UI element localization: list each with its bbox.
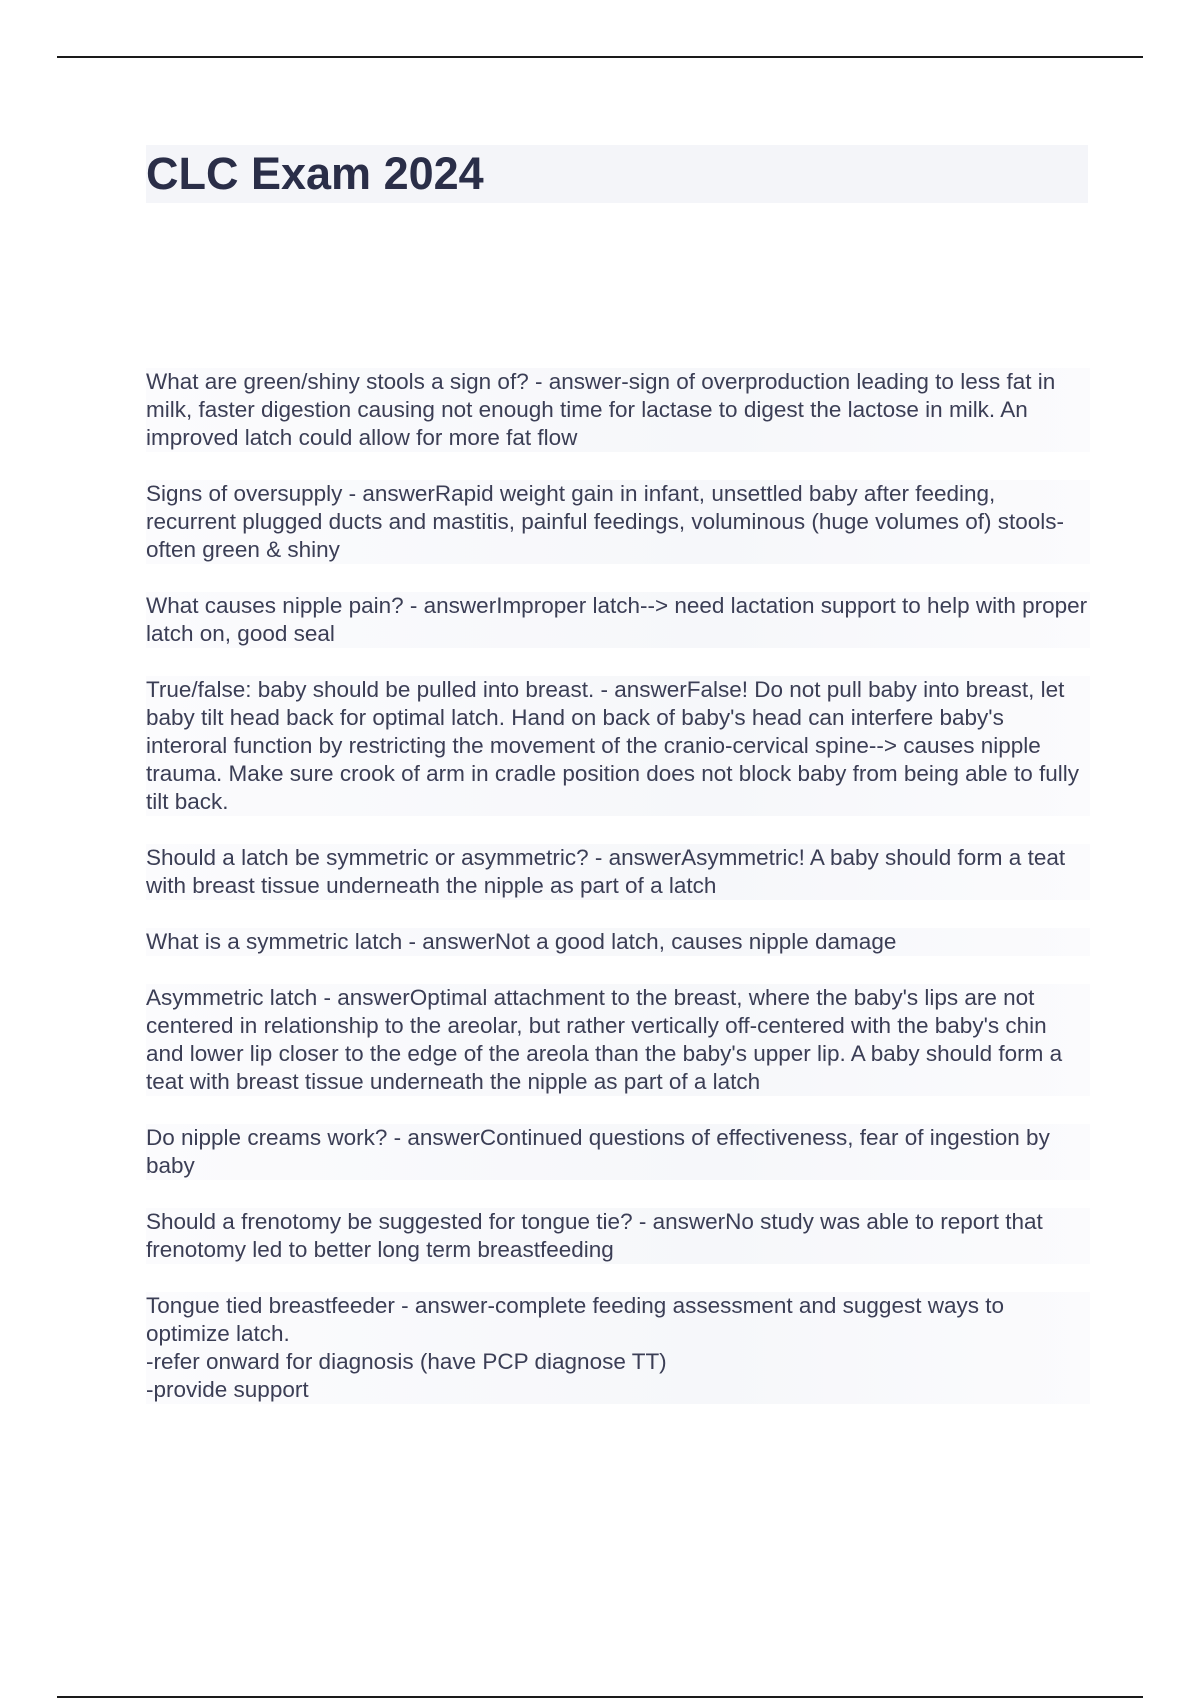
qa-item: Should a latch be symmetric or asymmetric? - answerAsymmetric! A baby should form a teat with breast tissue underneath the nipple as part of a latch [146, 844, 1090, 900]
page-title: CLC Exam 2024 [146, 148, 484, 199]
qa-item: Do nipple creams work? - answerContinued questions of effectiveness, fear of ingestion by baby [146, 1124, 1090, 1180]
qa-item: What is a symmetric latch - answerNot a good latch, causes nipple damage [146, 928, 1090, 956]
bottom-rule [57, 1696, 1143, 1698]
qa-item: Signs of oversupply - answerRapid weight gain in infant, unsettled baby after feeding, recurrent plugged ducts and mastitis, painful feedings, voluminous (huge volumes of) stools- often green & shiny [146, 480, 1090, 564]
qa-item: True/false: baby should be pulled into breast. - answerFalse! Do not pull baby into breast, let baby tilt head back for optimal latch. Hand on back of baby's head can interfere baby's interoral function by restricting the movement of the cranio-cervical spine--> causes nipple trauma. Make sure crook of arm in cradle position does not block baby from being able to fully tilt back. [146, 676, 1090, 816]
qa-item: What causes nipple pain? - answerImproper latch--> need lactation support to help with proper latch on, good seal [146, 592, 1090, 648]
qa-item: Should a frenotomy be suggested for tongue tie? - answerNo study was able to report that frenotomy led to better long term breastfeeding [146, 1208, 1090, 1264]
qa-item: Tongue tied breastfeeder - answer-complete feeding assessment and suggest ways to optimize latch. -refer onward for diagnosis (have PCP diagnose TT) -provide support [146, 1292, 1090, 1404]
qa-list [146, 368, 1090, 1432]
top-rule [57, 56, 1143, 58]
qa-item: What are green/shiny stools a sign of? - answer-sign of overproduction leading to less fat in milk, faster digestion causing not enough time for lactase to digest the lactose in milk. An improved latch could allow for more fat flow [146, 368, 1090, 452]
qa-item: Asymmetric latch - answerOptimal attachment to the breast, where the baby's lips are not centered in relationship to the areolar, but rather vertically off-centered with the baby's chin and lower lip closer to the edge of the areola than the baby's upper lip. A baby should form a teat with breast tissue underneath the nipple as part of a latch [146, 984, 1090, 1096]
